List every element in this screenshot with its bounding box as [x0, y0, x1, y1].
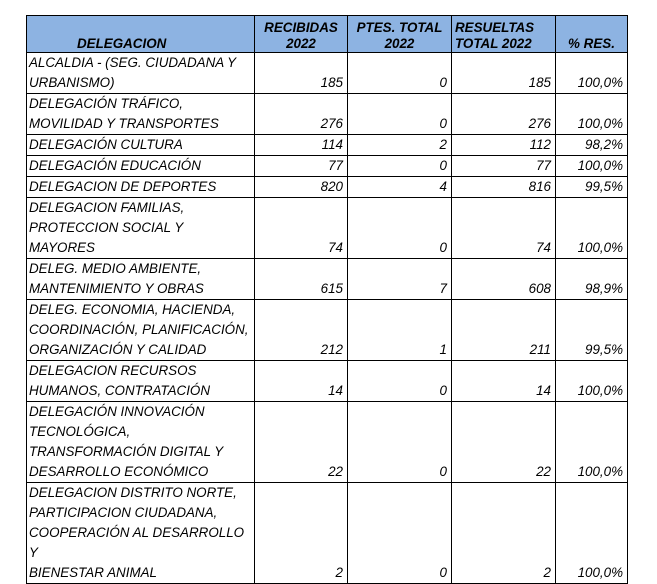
pendientes-cell: 0	[348, 53, 452, 94]
table-row	[27, 259, 628, 300]
table-row	[27, 94, 628, 135]
delegation-name-line: URBANISMO)	[29, 75, 115, 90]
recibidas-cell: 185	[255, 53, 348, 94]
percent-resolved-cell: 100,0%	[556, 361, 628, 402]
delegation-name-line: TECNOLÓGICA,	[29, 424, 131, 439]
delegation-name-line: DESARROLLO ECONÓMICO	[29, 464, 209, 479]
percent-resolved-cell: 100,0%	[556, 94, 628, 135]
resueltas-cell: 74	[452, 198, 556, 259]
header-resueltas: RESUELTAS TOTAL 2022	[452, 16, 556, 53]
pendientes-cell: 4	[348, 177, 452, 198]
percent-resolved-cell: 99,5%	[556, 177, 628, 198]
delegation-name	[27, 53, 255, 94]
delegation-name-line: DELEGACIÓN INNOVACIÓN	[29, 404, 205, 419]
percent-resolved-cell: 98,2%	[556, 135, 628, 156]
delegation-name	[27, 259, 255, 300]
delegation-name	[27, 156, 255, 177]
delegation-name	[27, 361, 255, 402]
pendientes-cell: 0	[348, 198, 452, 259]
table-row	[27, 483, 628, 584]
header-pct: % RES.	[556, 16, 628, 53]
recibidas-cell: 212	[255, 300, 348, 361]
percent-resolved-cell: 100,0%	[556, 402, 628, 483]
pendientes-cell: 0	[348, 94, 452, 135]
table-row	[27, 402, 628, 483]
recibidas-cell: 615	[255, 259, 348, 300]
recibidas-cell: 14	[255, 361, 348, 402]
table-row	[27, 135, 628, 156]
delegation-name-line: ORGANIZACIÓN Y CALIDAD	[29, 342, 207, 357]
resueltas-cell: 2	[452, 483, 556, 584]
header-ptes: PTES. TOTAL 2022	[348, 16, 452, 53]
delegation-name-line: DELEGACION RECURSOS	[29, 363, 197, 378]
header-row	[27, 16, 628, 53]
delegation-name-line: PARTICIPACION CIUDADANA,	[29, 505, 218, 520]
delegation-name-line: DELEGACION FAMILIAS,	[29, 200, 185, 215]
delegation-name-line: COORDINACIÓN, PLANIFICACIÓN,	[29, 322, 249, 337]
pendientes-cell: 0	[348, 156, 452, 177]
delegation-name-line: COOPERACIÓN AL DESARROLLO Y	[29, 525, 245, 560]
delegation-name	[27, 94, 255, 135]
delegation-name	[27, 198, 255, 259]
delegation-name-line: MANTENIMIENTO Y OBRAS	[29, 281, 204, 296]
delegation-name-line: MOVILIDAD Y TRANSPORTES	[29, 116, 219, 131]
delegation-name	[27, 300, 255, 361]
delegation-name-line: PROTECCION SOCIAL Y MAYORES	[29, 220, 184, 255]
recibidas-cell: 74	[255, 198, 348, 259]
delegation-name-line: DELEGACION DISTRITO NORTE,	[29, 485, 237, 500]
table-row	[27, 300, 628, 361]
pendientes-cell: 0	[348, 483, 452, 584]
table-row	[27, 177, 628, 198]
delegation-name	[27, 402, 255, 483]
delegation-name-line: TRANSFORMACIÓN DIGITAL Y	[29, 444, 224, 459]
table-row	[27, 156, 628, 177]
resueltas-cell: 14	[452, 361, 556, 402]
resueltas-cell: 112	[452, 135, 556, 156]
table-row	[27, 361, 628, 402]
delegation-name	[27, 483, 255, 584]
table-row	[27, 198, 628, 259]
resueltas-cell: 77	[452, 156, 556, 177]
delegation-name-line: ALCALDIA - (SEG. CIUDADANA Y	[29, 55, 237, 70]
delegation-name	[27, 177, 255, 198]
resueltas-cell: 276	[452, 94, 556, 135]
recibidas-cell: 114	[255, 135, 348, 156]
recibidas-cell: 77	[255, 156, 348, 177]
recibidas-cell: 820	[255, 177, 348, 198]
percent-resolved-cell: 100,0%	[556, 198, 628, 259]
delegation-name-line: DELEGACIÓN TRÁFICO,	[29, 96, 184, 111]
recibidas-cell: 276	[255, 94, 348, 135]
delegation-name-line: HUMANOS, CONTRATACIÓN	[29, 383, 211, 398]
pendientes-cell: 2	[348, 135, 452, 156]
pendientes-cell: 7	[348, 259, 452, 300]
delegation-name-line: DELEGACIÓN EDUCACIÓN	[29, 158, 201, 173]
recibidas-cell: 22	[255, 402, 348, 483]
header-recibidas: RECIBIDAS 2022	[255, 16, 348, 53]
resueltas-cell: 22	[452, 402, 556, 483]
percent-resolved-cell: 99,5%	[556, 300, 628, 361]
percent-resolved-cell: 100,0%	[556, 156, 628, 177]
table-row	[27, 53, 628, 94]
pendientes-cell: 0	[348, 361, 452, 402]
resueltas-cell: 185	[452, 53, 556, 94]
delegation-name-line: DELEGACIÓN CULTURA	[29, 137, 183, 152]
pendientes-cell: 1	[348, 300, 452, 361]
resueltas-cell: 608	[452, 259, 556, 300]
resueltas-cell: 211	[452, 300, 556, 361]
delegation-name-line: BIENESTAR ANIMAL	[29, 565, 157, 580]
delegation-name	[27, 135, 255, 156]
delegation-name-line: DELEG. MEDIO AMBIENTE,	[29, 261, 202, 276]
delegations-table	[26, 15, 628, 584]
resueltas-cell: 816	[452, 177, 556, 198]
percent-resolved-cell: 100,0%	[556, 483, 628, 584]
delegation-name-line: DELEGACION DE DEPORTES	[29, 179, 217, 194]
header-delegacion: DELEGACION	[27, 16, 255, 53]
pendientes-cell: 0	[348, 402, 452, 483]
recibidas-cell: 2	[255, 483, 348, 584]
delegation-name-line: DELEG. ECONOMIA, HACIENDA,	[29, 302, 236, 317]
percent-resolved-cell: 100,0%	[556, 53, 628, 94]
percent-resolved-cell: 98,9%	[556, 259, 628, 300]
